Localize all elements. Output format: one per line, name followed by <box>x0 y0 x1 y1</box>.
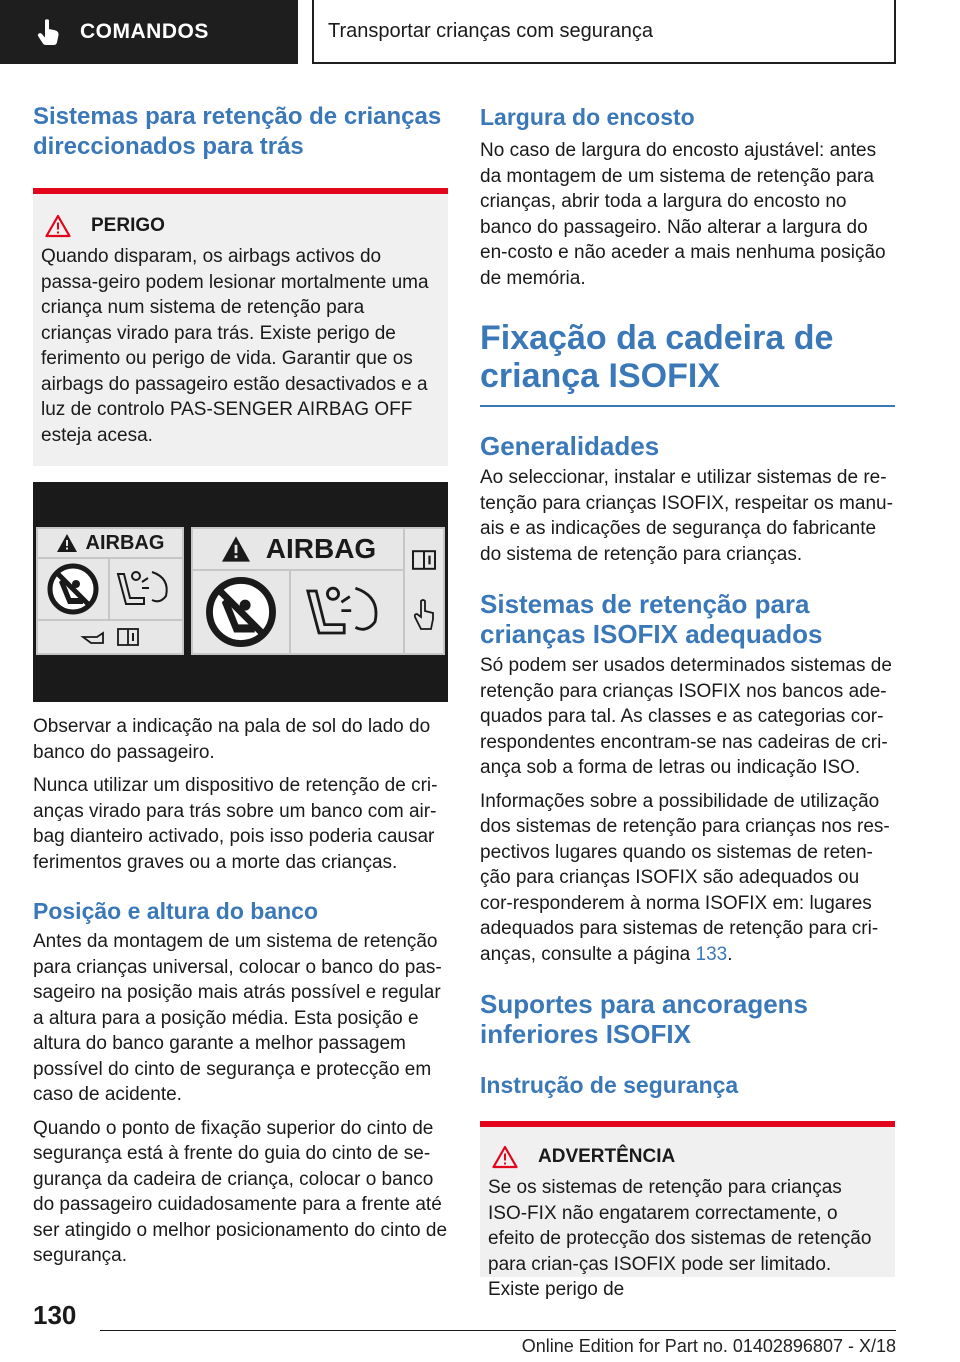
manual-book-icon <box>117 627 139 647</box>
heading-suitable-systems: Sistemas de retenção para crianças ISOFIX adequados <box>480 589 823 649</box>
heading-seat-position: Posição e altura do banco <box>33 898 319 924</box>
warning-title-text: PERIGO <box>91 215 165 236</box>
paragraph-never-use: Nunca utilizar um dispositivo de retenção de cri-anças virado para trás sobre um banco com air-bag dianteiro activado, pois isso poderia causar ferimentos graves ou a morte das crianças. <box>33 775 438 873</box>
paragraph-backrest-width: No caso de largura do encosto ajustável: antes da montagem de um sistema de retenção para crianças, abrir toda a largura do encosto no banco do passageiro. Não alterar a largura do en-costo e não aceder a mais nenhuma posição de memória. <box>480 140 886 289</box>
airbag-label-image <box>33 482 448 702</box>
manual-book-icon <box>411 549 437 571</box>
warning-title <box>41 214 438 238</box>
chapter-title: Transportar crianças com segurança <box>312 0 896 64</box>
warning-title <box>488 1145 885 1169</box>
heading-lower-anchors: Suportes para ancoragens inferiores ISOFIX <box>480 989 808 1049</box>
hand-pointer-icon <box>34 17 64 47</box>
no-child-seat-icon <box>38 559 110 619</box>
airbag-deploy-icon <box>110 559 182 619</box>
advisory-warning-box <box>480 1121 895 1300</box>
header-section-tab <box>0 0 298 64</box>
airbag-deploy-icon <box>291 571 403 653</box>
warning-text: Quando disparam, os airbags activos do passa-geiro podem lesionar mortalmente uma criança num sistema de retenção para crianças virado para trás. Existe perigo de ferimento ou perigo de vida. Garantir que os airbags do passageiro estão desactivados e a luz de controlo PAS-SENGER AIRBAG OFF esteja acesa. <box>41 246 429 446</box>
footer-rule <box>100 1330 896 1331</box>
left-column <box>33 100 448 1269</box>
heading-safety-instruction: Instrução de segurança <box>480 1072 739 1098</box>
footer-edition: Online Edition for Part no. 01402896807 - X/18 <box>521 1336 896 1356</box>
section-label: COMANDOS <box>80 20 209 43</box>
paragraph-sun-visor: Observar a indicação na pala de sol do lado do banco do passageiro. <box>33 716 431 763</box>
heading-rear-facing: Sistemas para retenção de crianças direccionados para trás <box>33 103 442 160</box>
airbag-small-text: AIRBAG <box>85 531 165 554</box>
warning-text: Se os sistemas de retenção para crianças ISO-FIX não engatarem correctamente, o efeito de protecção dos sistemas de retenção para crian-ças ISOFIX pode ser limitado. Existe perigo de <box>488 1177 872 1300</box>
page-number: 130 <box>33 1300 77 1330</box>
airbag-label-large <box>191 527 445 655</box>
paragraph-suitable-1: Só podem ser usados determinados sistemas de retenção para crianças ISOFIX nos bancos ade-quados para tal. As classes e as categorias cor-respondentes encontram-se nas cadeiras de cri-ança sob a forma de letras ou indicação ISO. <box>480 655 892 778</box>
airbag-label-small <box>36 527 184 655</box>
warning-triangle-icon <box>220 535 252 563</box>
warning-triangle-icon <box>56 533 78 553</box>
paragraph-belt-anchor: Quando o ponto de fixação superior do cinto de segurança está à frente do guia do cinto de se-gurança da cadeira de criança, colocar o banco do passageiro cuidadosamente para a frente até ser atingido o melhor posicionamento do cinto de segurança. <box>33 1117 448 1266</box>
warning-title-text: ADVERTÊNCIA <box>538 1146 676 1167</box>
danger-warning-box <box>33 188 448 466</box>
warning-triangle-icon <box>492 1145 518 1169</box>
section-divider <box>480 405 895 407</box>
heading-backrest-width: Largura do encosto <box>480 104 695 130</box>
no-child-seat-icon <box>193 571 291 653</box>
airbag-large-text: AIRBAG <box>265 533 377 564</box>
heading-general: Generalidades <box>480 431 660 461</box>
paragraph-seat-position: Antes da montagem de um sistema de retenção para crianças universal, colocar o banco do pas-sageiro na posição mais atrás possível e regular a altura para a posição média. Esta posição e altura do banco garante a melhor passagem possível do cinto de segurança e protecção em caso de acidente. <box>33 931 442 1105</box>
page-reference-link[interactable]: 133 <box>695 943 728 965</box>
paragraph-general: Ao seleccionar, instalar e utilizar sistemas de re-tenção para crianças ISOFIX, respeitar os manu-ais e as indicações de segurança do fabricante do sistema de retenção para crianças. <box>480 467 893 565</box>
heading-isofix: Fixação da cadeira de criança ISOFIX <box>480 319 834 395</box>
paragraph-suitable-2: Informações sobre a possibilidade de utilização dos sistemas de retenção para crianças nos res-pectivos lugares quando os sistemas de reten-ção para crianças ISOFIX são adequados ou cor-responderem à norma ISOFIX em: lugares adequados para sistemas de retenção para cri-anças, consulte a página 133. <box>480 790 890 965</box>
pointing-hand-icon <box>81 629 107 645</box>
warning-triangle-icon <box>45 214 71 238</box>
right-column <box>480 100 895 1300</box>
pointing-hand-icon <box>413 599 435 633</box>
